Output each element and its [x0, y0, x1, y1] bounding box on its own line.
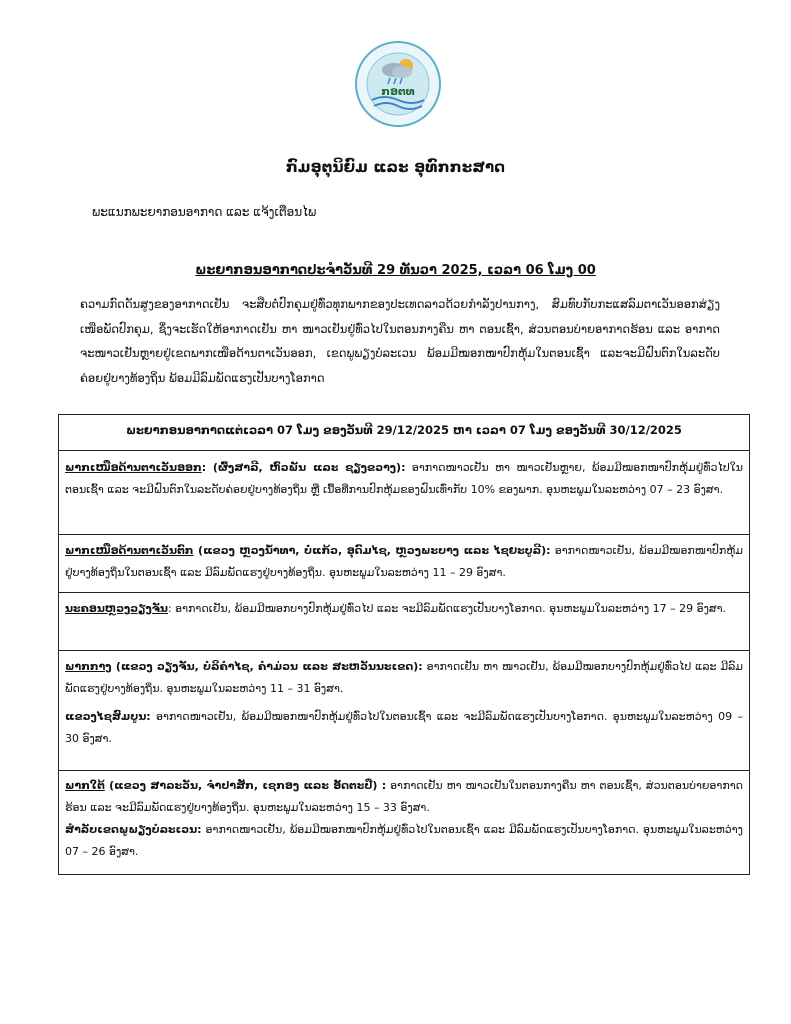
region-provinces: : (ຜົ້ງສາລີ, ຫົວພັນ ແລະ ຊຽງຂວາງ): — [201, 461, 406, 474]
region-name: ພາກໃຕ້ — [65, 779, 105, 792]
region-south — [59, 771, 749, 874]
south-main — [65, 775, 743, 819]
south-sub — [65, 819, 743, 863]
central-sub — [65, 706, 743, 750]
region-northwest — [59, 535, 749, 593]
forecast-table — [58, 414, 750, 875]
ministry-title: ກົມອຸຕຸນິຍົມ ແລະ ອຸທົກກະສາດ — [285, 158, 506, 176]
forecast-period: ພະຍາກອນອາກາດແຕ່ເວລາ 07 ໂມງ ຂອງວັນທີ 29/12/2025 ຫາ ເວລາ 07 ໂມງ ຂອງວັນທີ 30/12/2025 — [126, 423, 682, 437]
region-text: ອາກາດໜາວເຢັນ ຫາ ໜາວເຢັນຫຼາຍ, ພ້ອມມີໝອກໜາປົກຫຸ້ມຢູ່ທົ່ວໄປໃນຕອນເຊົ້າ ແລະ ຈະມີຝົນຕົກໃນລະດັບຄ່ອຍຢູ່ບາງທ້ອງຖິ່ນ ຫຼື ເນື້ອທີ່ການປົກຫຸ້ມຂອງຝົນເທົ່າກັບ 10% ຂອງພາກ. ອຸນຫະພູມໃນລະຫວ່າງ 07 – 23 ອົງສາ. — [65, 461, 743, 496]
subregion-name: ສຳລັບເຂດພູພຽງບໍລະເວນ: — [65, 823, 202, 836]
forecast-title-text: ພະຍາກອນອາກາດປະຈຳວັນທີ 29 ທັນວາ 2025, ເວລາ 06 ໂມງ 00 — [195, 263, 596, 278]
region-central — [59, 651, 749, 771]
region-provinces: (ແຂວງ ວຽງຈັນ, ບໍລິຄຳໄຊ, ຄຳມ່ວນ ແລະ ສະຫວັນນະເຂດ): — [111, 660, 423, 673]
region-name: ພາກເໜືອດ້ານຕາເວັນຕົກ — [65, 544, 194, 557]
synopsis-paragraph: ຄວາມກົດດັນສູງຂອງອາກາດເຢັນ ຈະສືບຕໍ່ປົກຄຸມຢູ່ທົ່ວທຸກພາກຂອງປະເທດລາວດ້ວຍກຳລັງປານກາງ, ສົມທົບກັບກະແສລົມຕາເວັນອອກສ່ຽງເໜືອພັດປົກຄຸມ, ຊຶ່ງຈະເຮັດໃຫ້ອາກາດເຢັນ ຫາ ໜາວເຢັນຢູ່ທົ່ວໄປໃນຕອນກາງຄືນ ຫາ ຕອນເຊົ້າ, ສ່ວນຕອນບ່າຍອາກາດຮ້ອນ ແລະ ອາກາດຈະໜາວເຢັນຫຼາຍຢູ່ເຂດພາກເໜືອດ້ານຕາເວັນອອກ, ເຂດພູພຽງບໍລະເວນ ພ້ອມມີໝອກໜາປົກຫຸ້ມໃນຕອນເຊົ້າ ແລະຈະມີຝົນຕົກໃນລະດັບຄ່ອຍຢູ່ບາງທ້ອງຖິ່ນ ພ້ອມມີລົມພັດແຮງເປັນບາງໂອກາດ — [80, 297, 720, 385]
svg-text:ກອຕທ: ກອຕທ — [381, 85, 415, 98]
dmh-logo — [354, 40, 442, 128]
region-name: ພາກເໜືອດ້ານຕາເວັນອອກ — [65, 461, 202, 474]
region-northeast — [59, 451, 749, 535]
central-main — [65, 656, 743, 700]
region-provinces: (ແຂວງ ສາລະວັນ, ຈຳປາສັກ, ເຊກອງ ແລະ ອັດຕະປື) : — [104, 779, 387, 792]
region-text: : ອາກາດເຢັນ, ພ້ອມມີໝອກບາງປົກຫຸ້ມຢູ່ທົ່ວໄປ ແລະ ຈະມີລົມພັດແຮງເປັນບາງໂອກາດ. ອຸນຫະພູມໃນລະຫວ່າງ 17 – 29 ອົງສາ. — [167, 602, 727, 615]
logo-emblem — [354, 40, 442, 128]
region-text: ອາກາດໜາວເຢັນ, ພ້ອມມີໝອກໜາປົກຫຸ້ມຢູ່ບາງທ້ອງຖິ່ນໃນຕອນເຊົ້າ ແລະ ມີລົມພັດແຮງຢູ່ບາງທ້ອງຖິ່ນ. ອຸນຫະພູມໃນລະຫວ່າງ 11 – 29 ອົງສາ. — [65, 544, 743, 579]
subregion-text: ອາກາດໜາວເຢັນ, ພ້ອມມີໝອກໜາປົກຫຸ້ມຢູ່ທົ່ວໄປໃນຕອນເຊົ້າ ແລະ ມີລົມພັດແຮງເປັນບາງໂອກາດ. ອຸນຫະພູມໃນລະຫວ່າງ 07 – 26 ອົງສາ. — [65, 823, 743, 858]
region-text: ອາກາດເຢັນ ຫາ ໜາວເຢັນ, ພ້ອມມີໝອກບາງປົກຫຸ້ມຢູ່ທົ່ວໄປ ແລະ ມີລົມພັດແຮງຢູ່ບາງທ້ອງຖິ່ນ. ອຸນຫະພູມໃນລະຫວ່າງ 11 – 31 ອົງສາ. — [65, 660, 743, 695]
subregion-text: ອາກາດໜາວເຢັນ, ພ້ອມມີໝອກໜາປົກຫຸ້ມຢູ່ທົ່ວໄປໃນຕອນເຊົ້າ ແລະ ຈະມີລົມພັດແຮງເປັນບາງໂອກາດ. ອຸນຫະພູມໃນລະຫວ່າງ 09 – 30 ອົງສາ. — [65, 710, 743, 745]
subregion-name: ແຂວງໄຊສົມບູນ: — [65, 710, 151, 723]
region-text: ອາກາດເຢັນ ຫາ ໜາວເຢັນໃນຕອນກາງຄືນ ຫາ ຕອນເຊົ້າ, ສ່ວນຕອນບ່າຍອາກາດຮ້ອນ ແລະ ຈະມີລົມພັດແຮງຢູ່ບາງທ້ອງຖິ່ນ. ອຸນຫະພູມໃນລະຫວ່າງ 15 – 33 ອົງສາ. — [65, 779, 743, 814]
forecast-title — [0, 263, 791, 278]
region-provinces: (ແຂວງ ຫຼວງນ້ຳທາ, ບໍ່ແກ້ວ, ອຸດົມໄຊ, ຫຼວງພະບາງ ແລະ ໄຊຍະບູລີ): — [193, 544, 551, 557]
department-name: ພະແນກພະຍາກອນອາກາດ ແລະ ແຈ້ງເຕືອນໄພ — [92, 205, 317, 219]
region-name: ນະຄອນຫຼວງວຽງຈັນ — [65, 602, 168, 615]
region-name: ພາກກາງ — [65, 660, 112, 673]
region-vientiane-capital — [59, 593, 749, 651]
forecast-period-row — [59, 415, 749, 451]
